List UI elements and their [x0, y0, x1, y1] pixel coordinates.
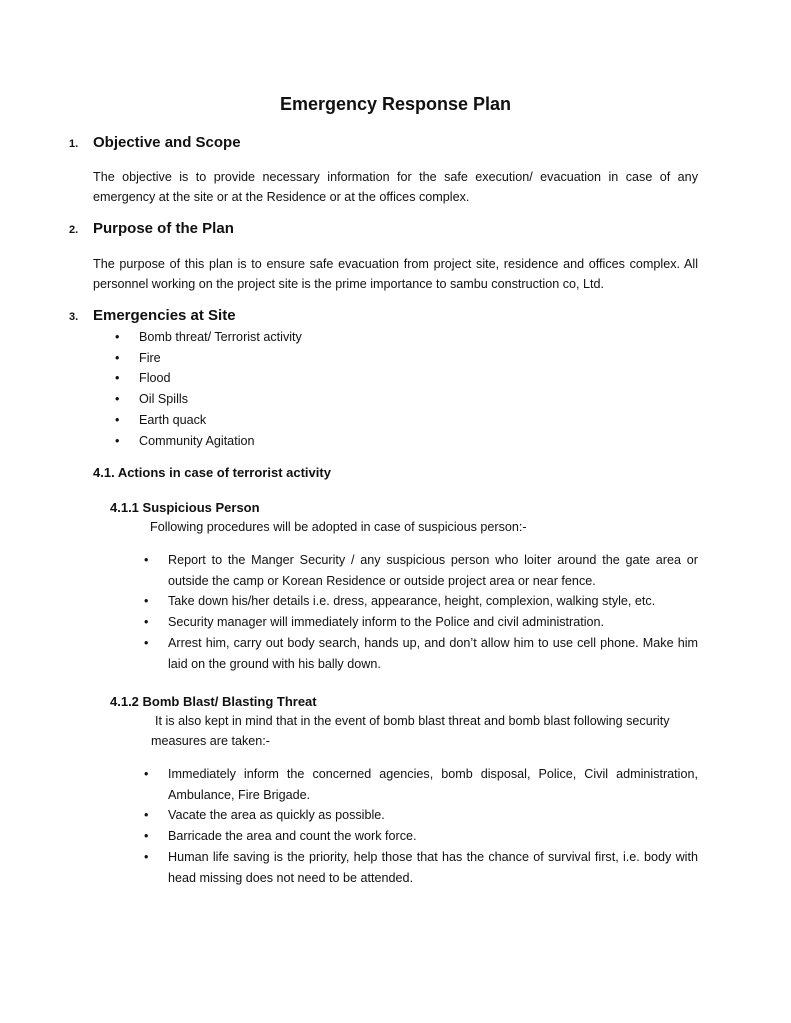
suspicious-person-list: [144, 550, 698, 674]
list-item: • Security manager will immediately inform to the Police and civil administration.: [144, 615, 605, 630]
list-item: • Fire: [115, 350, 161, 365]
subsection-heading: 4.1. Actions in case of terrorist activity: [93, 465, 331, 480]
list-item: • Vacate the area as quickly as possible.: [144, 808, 385, 823]
list-item: • Immediately inform the concerned agencies, bomb disposal, Police, Civil administration, Ambulance, Fire Brigade.: [144, 767, 698, 802]
list-item: • Barricade the area and count the work force.: [144, 829, 417, 844]
section-objective-paragraph: The objective is to provide necessary information for the safe execution/ evacuation in case of any emergency at the site or at the Residence or at the offices complex.: [93, 170, 698, 204]
section-purpose-heading: [69, 220, 234, 237]
section-objective-heading: [69, 134, 241, 151]
section-heading: Objective and Scope: [93, 134, 241, 151]
section-purpose-paragraph: The purpose of this plan is to ensure safe evacuation from project site, residence and offices complex. All personnel working on the project site is the prime importance to sambu construction co, Ltd.: [93, 257, 698, 291]
section-heading: Purpose of the Plan: [93, 220, 234, 237]
list-item: • Community Agitation: [115, 433, 255, 448]
list-item: • Oil Spills: [115, 392, 188, 407]
list-item: • Report to the Manger Security / any suspicious person who loiter around the gate area or outside the camp or Korean Residence or outside project area or near fence.: [144, 553, 698, 588]
list-item: • Earth quack: [115, 412, 207, 427]
section-emergencies-heading: [69, 307, 236, 324]
section-number: 1.: [69, 138, 79, 150]
list-item: • Take down his/her details i.e. dress, appearance, height, complexion, walking style, etc.: [144, 594, 656, 609]
section-heading: Emergencies at Site: [93, 307, 236, 324]
section-number: 3.: [69, 311, 79, 323]
list-item: • Human life saving is the priority, help those that has the chance of survival first, i.e. body with head missing does not need to be attended.: [144, 849, 698, 885]
emergencies-list: [115, 327, 699, 451]
part-suspicious-person-intro: Following procedures will be adopted in case of suspicious person:-: [150, 520, 527, 534]
document-title: Emergency Response Plan: [279, 94, 512, 114]
list-item: • Bomb threat/ Terrorist activity: [115, 330, 302, 344]
part-bomb-blast-intro: It is also kept in mind that in the event of bomb blast threat and bomb blast following security measures are taken:-: [151, 714, 670, 748]
list-item: • Arrest him, carry out body search, hands up, and don’t allow him to use cell phone. Make him laid on the ground with his bally down.: [144, 635, 698, 671]
part-suspicious-person-heading: 4.1.1 Suspicious Person: [110, 500, 260, 515]
list-item: • Flood: [115, 371, 171, 386]
part-bomb-blast-heading: 4.1.2 Bomb Blast/ Blasting Threat: [110, 694, 317, 709]
section-number: 2.: [69, 224, 79, 236]
bomb-blast-list: [144, 764, 698, 888]
